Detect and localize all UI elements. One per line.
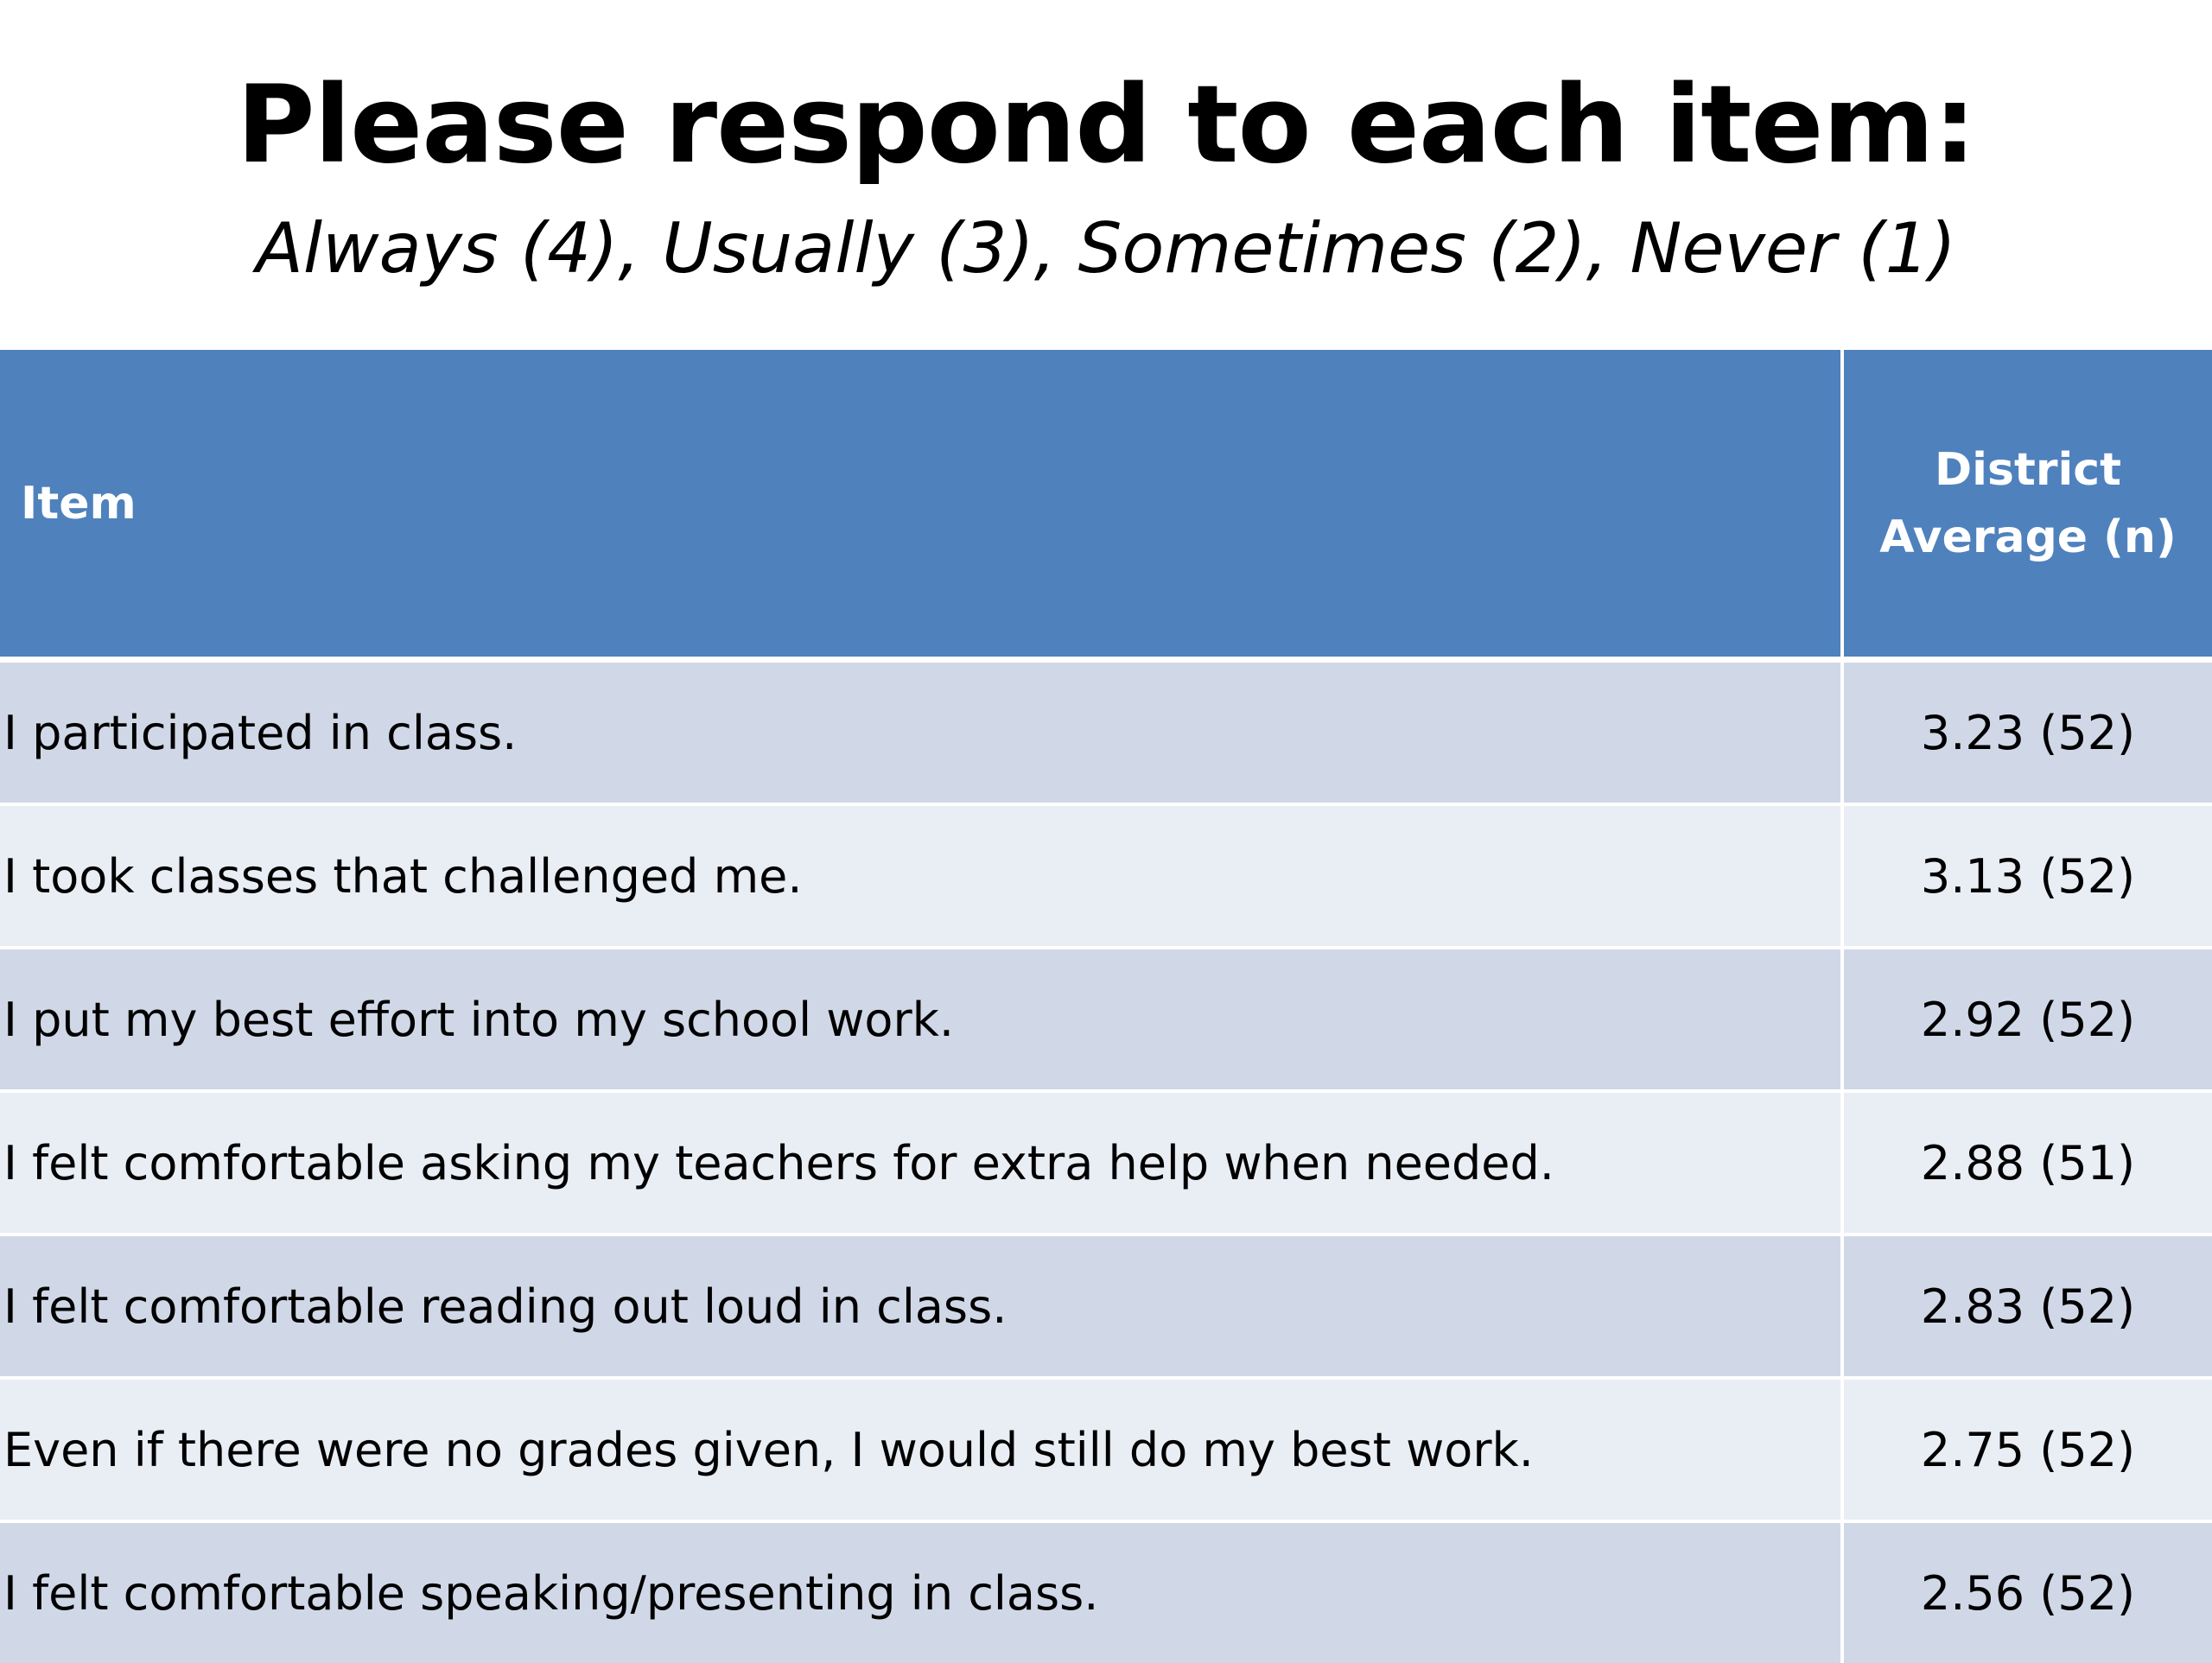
column-header-district-average xyxy=(1842,350,2212,660)
column-header-average-line2: Average (n) xyxy=(1879,511,2177,563)
average-cell: 3.13 (52) xyxy=(1842,804,2212,948)
table-row xyxy=(0,804,2212,948)
item-cell: I put my best effort into my school work. xyxy=(0,948,1842,1091)
column-header-item: Item xyxy=(0,350,1842,660)
item-cell: I felt comfortable speaking/presenting in class. xyxy=(0,1521,1842,1663)
slide-title: Please respond to each item: xyxy=(236,63,1976,187)
table-row xyxy=(0,660,2212,805)
item-cell: I felt comfortable reading out loud in class. xyxy=(0,1235,1842,1378)
average-cell: 2.83 (52) xyxy=(1842,1235,2212,1378)
item-cell: I felt comfortable asking my teachers for extra help when needed. xyxy=(0,1091,1842,1235)
item-cell: Even if there were no grades given, I would still do my best work. xyxy=(0,1378,1842,1521)
item-cell: I participated in class. xyxy=(0,660,1842,805)
table-row xyxy=(0,1521,2212,1663)
table-header-row xyxy=(0,350,2212,660)
average-cell: 2.92 (52) xyxy=(1842,948,2212,1091)
average-cell: 2.75 (52) xyxy=(1842,1378,2212,1521)
average-cell: 2.56 (52) xyxy=(1842,1521,2212,1663)
table-row xyxy=(0,1378,2212,1521)
slide-subtitle: Always (4), Usually (3), Sometimes (2), Never (1) xyxy=(256,208,1956,289)
table-row xyxy=(0,1091,2212,1235)
table-row xyxy=(0,1235,2212,1378)
survey-results-table xyxy=(0,350,2212,1663)
column-header-average-line1: District xyxy=(1935,443,2121,496)
item-cell: I took classes that challenged me. xyxy=(0,804,1842,948)
table-row xyxy=(0,948,2212,1091)
average-cell: 3.23 (52) xyxy=(1842,660,2212,805)
average-cell: 2.88 (51) xyxy=(1842,1091,2212,1235)
